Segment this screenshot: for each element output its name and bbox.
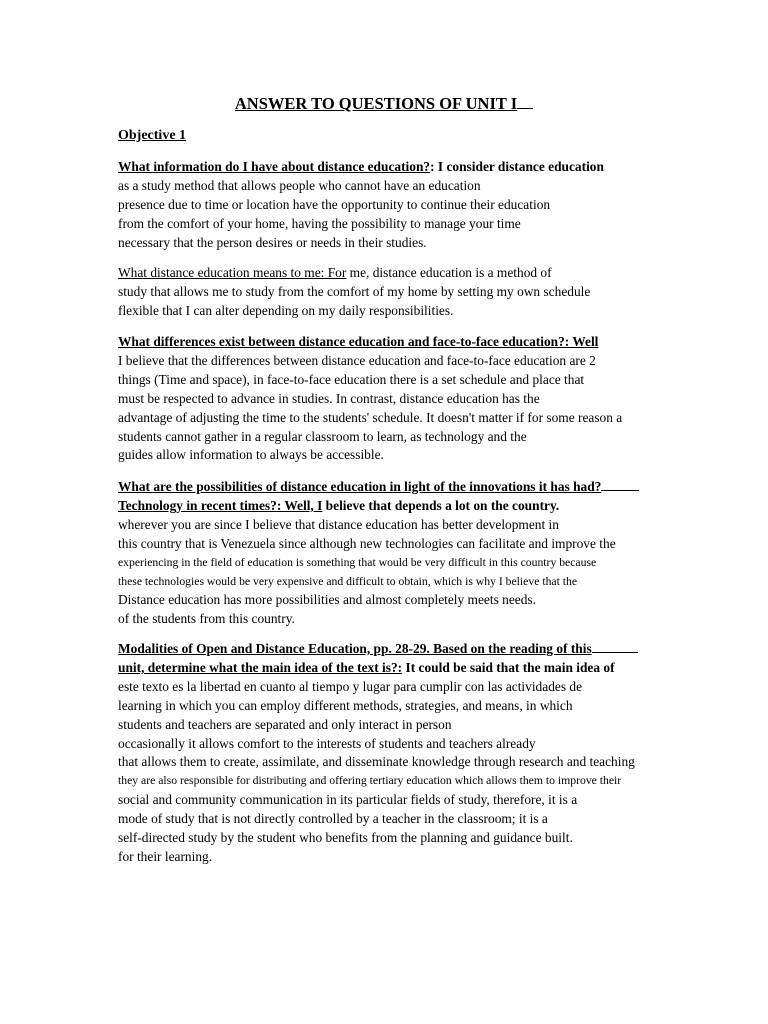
question-2: What distance education means to me: For [118, 265, 347, 280]
objective-heading: Objective 1 [118, 128, 187, 143]
paragraph-line: this country that is Venezuela since although new technologies can facilitate and improve the [118, 535, 616, 551]
paragraph-line: as a study method that allows people who cannot have an education [118, 177, 481, 193]
paragraph-line: necessary that the person desires or needs in their studies. [118, 234, 427, 250]
question-4-line-1: What are the possibilities of distance education in light of the innovations it has had? [118, 479, 602, 494]
paragraph-line: learning in which you can employ different methods, strategies, and means, in which [118, 697, 573, 713]
paragraph-line: guides allow information to always be accessible. [118, 447, 384, 463]
paragraph-line: mode of study that is not directly controlled by a teacher in the classroom; it is a [118, 811, 548, 827]
paragraph-line: wherever you are since I believe that distance education has better development in [118, 516, 559, 532]
question-3: What differences exist between distance education and face-to-face education?: Well [118, 334, 599, 349]
paragraph-line: advantage of adjusting the time to the students' schedule. It doesn't matter if for some reason a [118, 409, 623, 425]
paragraph-line: este texto es la libertad en cuanto al tiempo y lugar para cumplir con las actividades de [118, 678, 583, 694]
paragraph-line: self-directed study by the student who benefits from the planning and guidance built. [118, 830, 573, 846]
paragraph-line: study that allows me to study from the comfort of my home by setting my own schedule [118, 283, 591, 299]
page-title: ANSWER TO QUESTIONS OF UNIT I [0, 94, 768, 114]
paragraph-line: I believe that the differences between distance education and face-to-face education are 2 [118, 352, 596, 368]
paragraph-line: things (Time and space), in face-to-face education there is a set schedule and place that [118, 371, 585, 387]
answer-paragraph-3 [118, 333, 622, 465]
question-5-line-2: unit, determine what the main idea of the text is?: [118, 659, 403, 675]
paragraph-line: they are also responsible for distributing and offering tertiary education which allows them to improve their [118, 774, 622, 788]
paragraph-line: must be respected to advance in studies. In contrast, distance education has the [118, 390, 540, 406]
answer-paragraph-2: What distance education means to me: For me, distance education is a method of study that allows me to study from the comfort of my home by setting my own schedule flexible that I can alter depending on my daily responsibilities. [118, 264, 590, 321]
paragraph-line: for their learning. [118, 848, 213, 864]
paragraph-line: of the students from this country. [118, 611, 295, 627]
paragraph-line: occasionally it allows comfort to the interests of students and teachers already [118, 735, 536, 751]
paragraph-line: presence due to time or location have the opportunity to continue their education [118, 196, 551, 212]
answer-paragraph-4: What are the possibilities of distance education in light of the innovations it has had? Technology in recent times?: Well, I believe that depends a lot on the country. wherever you are since I believe that distance education has better development in this country that is Venezuela since although new technologies can facilitate and improve the experiencing in the field of education is something that would be very difficult in this country because these technologies would be very expensive and difficult to obtain, which is why I believe that the Distance education has more possibilities and almost completely meets needs. of the students from this country. [118, 477, 639, 629]
paragraph-line: students cannot gather in a regular classroom to learn, as technology and the [118, 428, 527, 444]
paragraph-line: social and community communication in its particular fields of study, therefore, it is a [118, 792, 578, 808]
paragraph-line: from the comfort of your home, having the possibility to manage your time [118, 215, 521, 231]
answer-paragraph-5: Modalities of Open and Distance Education, pp. 28-29. Based on the reading of this unit, determine what the main idea of the text is?: It could be said that the main idea of este texto es la libertad en cuanto al tiempo y lugar para cumplir con las actividades de learning in which you can employ different methods, strategies, and means, in which students and teachers are separated and only interact in person occasionally it allows comfort to the interests of students and teachers already that allows them to create, assimilate, and disseminate knowledge through research and teaching they are also responsible for distributing and offering tertiary education which allows them to improve their social and community communication in its particular fields of study, therefore, it is a mode of study that is not directly controlled by a teacher in the classroom; it is a self-directed study by the student who benefits from the planning and guidance built. for their learning. [118, 639, 638, 867]
question-4-line-2: Technology in recent times?: Well, I [118, 497, 323, 513]
paragraph-line: these technologies would be very expensive and difficult to obtain, which is why I believe that the [118, 574, 578, 588]
paragraph-line: that allows them to create, assimilate, and disseminate knowledge through research and teaching [118, 754, 635, 770]
question-1: What information do I have about distance education? [118, 159, 431, 174]
paragraph-line: flexible that I can alter depending on my daily responsibilities. [118, 302, 454, 318]
answer-paragraph-1: What information do I have about distance education?: I consider distance education as a study method that allows people who cannot have an education presence due to time or location have the opportunity to continue their education from the comfort of your home, having the possibility to manage your time necessary that the person desires or needs in their studies. [118, 158, 604, 253]
paragraph-line: Distance education has more possibilities and almost completely meets needs. [118, 592, 536, 608]
paragraph-line: experiencing in the field of education is something that would be very difficult in this country because [118, 555, 597, 569]
paragraph-line: students and teachers are separated and only interact in person [118, 716, 452, 732]
question-5-line-1: Modalities of Open and Distance Education, pp. 28-29. Based on the reading of this [118, 641, 592, 656]
